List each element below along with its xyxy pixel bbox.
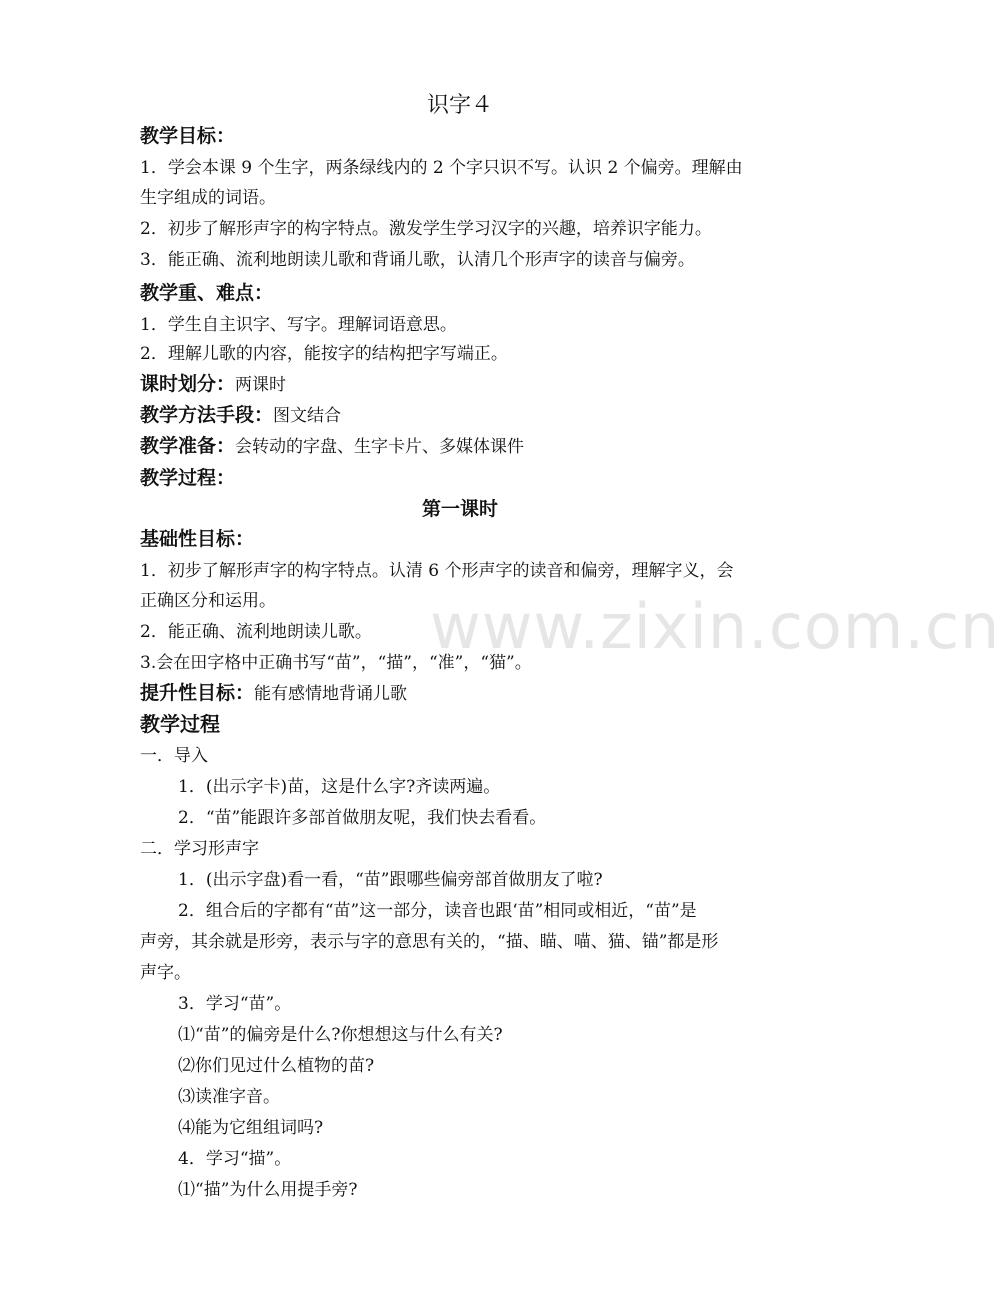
section-2-heading: 二．学习形声字 bbox=[140, 839, 259, 859]
method-label: 教学方法手段： bbox=[140, 404, 274, 426]
watermark: www.zixin.com.cn bbox=[430, 590, 1000, 663]
preparation-row bbox=[140, 431, 790, 463]
section-2-item-3-sub-3: ⑶读准字音。 bbox=[178, 1087, 280, 1107]
class-hours-label: 课时划分： bbox=[140, 373, 236, 395]
basic-goals-heading: 基础性目标： bbox=[140, 528, 255, 550]
basic-goal-1-line-1: 1．初步了解形声字的构字特点。认清 6 个形声字的读音和偏旁，理解字义，会 bbox=[140, 561, 734, 581]
section-2-item-4: 4．学习“描”。 bbox=[178, 1149, 292, 1169]
method-value: 图文结合 bbox=[273, 406, 342, 426]
goal-1-line-1: 1．学会本课 9 个生字，两条绿线内的 2 个字只识不写。认识 2 个偏旁。理解由 bbox=[140, 158, 743, 178]
document-title: 识字４ bbox=[426, 93, 493, 118]
basic-goal-3: 3.会在田字格中正确书写“苗”，“描”，“准”，“猫”。 bbox=[140, 653, 532, 673]
key-point-1: 1．学生自主识字、写字。理解词语意思。 bbox=[140, 315, 457, 335]
goals-heading: 教学目标： bbox=[140, 125, 236, 147]
preparation-label: 教学准备： bbox=[140, 435, 236, 457]
lesson-title: 第一课时 bbox=[421, 498, 498, 520]
section-1-item-1: 1．(出示字卡)苗，这是什么字?齐读两遍。 bbox=[178, 777, 501, 797]
class-hours-row bbox=[140, 369, 790, 401]
process-heading: 教学过程： bbox=[140, 467, 236, 489]
section-2-item-2-line-2: 声旁，其余就是形旁，表示与字的意思有关的，“描、瞄、喵、猫、锚”都是形 bbox=[140, 932, 719, 952]
advanced-goal-label: 提升性目标： bbox=[140, 682, 255, 704]
basic-goal-1-line-2: 正确区分和运用。 bbox=[140, 591, 276, 611]
class-hours-value: 两课时 bbox=[235, 375, 287, 395]
section-2-item-3-sub-2: ⑵你们见过什么植物的苗? bbox=[178, 1056, 375, 1076]
section-2-item-3: 3．学习“苗”。 bbox=[178, 994, 292, 1014]
process-heading-2: 教学过程 bbox=[140, 712, 220, 736]
method-row bbox=[140, 400, 790, 432]
section-1-item-2: 2．“苗”能跟许多部首做朋友呢，我们快去看看。 bbox=[178, 808, 547, 828]
key-points-heading: 教学重、难点： bbox=[140, 282, 274, 304]
advanced-goal-row bbox=[140, 678, 790, 710]
section-2-item-3-sub-1: ⑴“苗”的偏旁是什么?你想想这与什么有关? bbox=[178, 1025, 503, 1045]
goal-1-line-2: 生字组成的词语。 bbox=[140, 188, 276, 208]
advanced-goal-value: 能有感情地背诵儿歌 bbox=[254, 684, 408, 704]
section-2-item-1: 1．(出示字盘)看一看，“苗”跟哪些偏旁部首做朋友了啦? bbox=[178, 870, 603, 890]
section-1-heading: 一．导入 bbox=[140, 746, 208, 766]
goal-2: 2．初步了解形声字的构字特点。激发学生学习汉字的兴趣，培养识字能力。 bbox=[140, 219, 712, 239]
preparation-value: 会转动的字盘、生字卡片、多媒体课件 bbox=[235, 437, 525, 457]
section-2-item-4-sub-1: ⑴“描”为什么用提手旁? bbox=[178, 1180, 358, 1200]
key-point-2: 2．理解儿歌的内容，能按字的结构把字写端正。 bbox=[140, 344, 508, 364]
goal-3: 3．能正确、流利地朗读儿歌和背诵儿歌，认清几个形声字的读音与偏旁。 bbox=[140, 250, 695, 270]
section-2-item-2-line-3: 声字。 bbox=[140, 963, 191, 983]
section-2-item-2-line-1: 2．组合后的字都有“苗”这一部分，读音也跟‘苗”相同或相近，“苗”是 bbox=[178, 901, 697, 921]
section-2-item-3-sub-4: ⑷能为它组组词吗? bbox=[178, 1118, 324, 1138]
basic-goal-2: 2．能正确、流利地朗读儿歌。 bbox=[140, 622, 372, 642]
